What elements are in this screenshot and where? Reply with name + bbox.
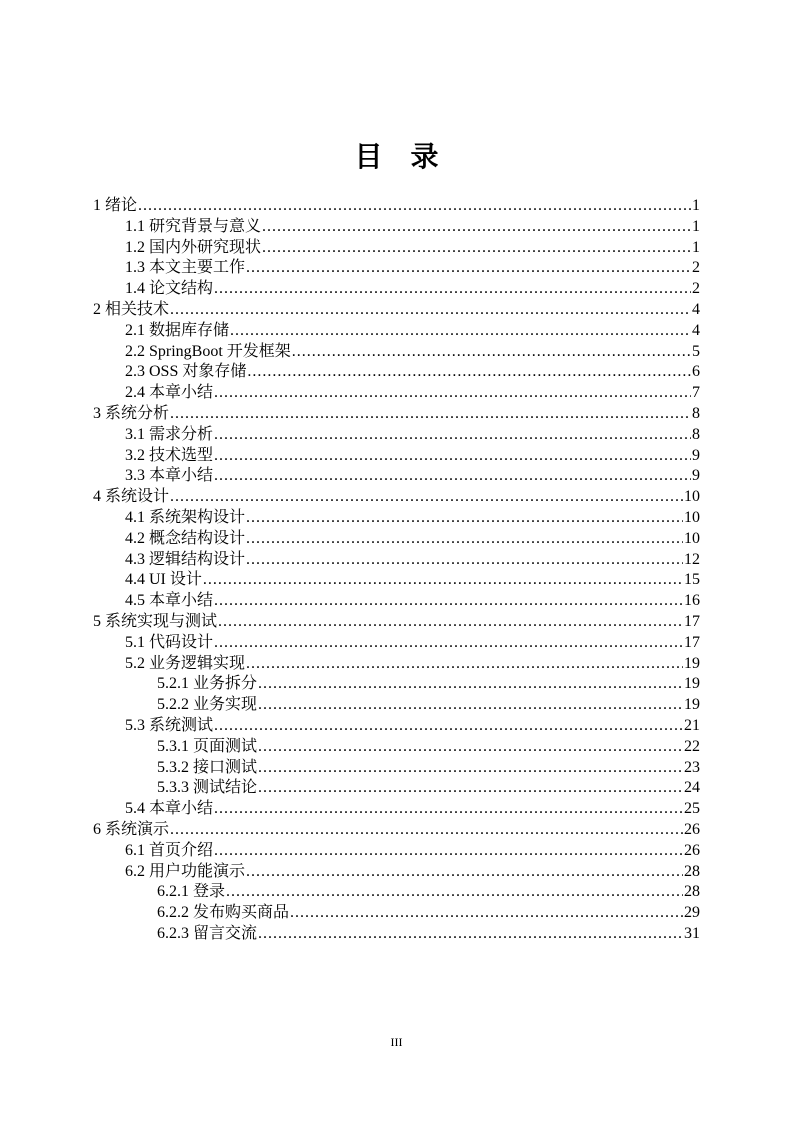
- dot-leader: [218, 612, 683, 633]
- toc-entry-label: 5.2.2 业务实现: [157, 696, 258, 714]
- toc-entry-label: 1.4 论文结构: [125, 280, 214, 298]
- dot-leader: [246, 258, 691, 279]
- dot-leader: [230, 321, 691, 342]
- dot-leader: [246, 508, 683, 529]
- toc-entry[interactable]: [93, 487, 700, 508]
- dot-leader: [262, 217, 691, 238]
- toc-entry-page-number: 26: [684, 820, 700, 838]
- dot-leader: [247, 362, 691, 383]
- toc-entry[interactable]: [93, 882, 700, 903]
- page-number-footer: III: [390, 1035, 403, 1049]
- toc-entry-label: 5.3.3 测试结论: [157, 779, 258, 797]
- dot-leader: [214, 279, 691, 300]
- toc-entry-label: 2.1 数据库存储: [125, 321, 230, 339]
- dot-leader: [214, 841, 683, 862]
- toc-entry-page-number: 15: [684, 571, 700, 589]
- toc-entry-page-number: 9: [692, 446, 700, 464]
- toc-entry-page-number: 28: [684, 862, 700, 880]
- toc-entry-page-number: 19: [684, 696, 700, 714]
- toc-entry-page-number: 10: [684, 508, 700, 526]
- toc-entry[interactable]: [93, 674, 700, 695]
- toc-entry-label: 2.4 本章小结: [125, 384, 214, 402]
- dot-leader: [262, 238, 691, 259]
- toc-entry[interactable]: [93, 279, 700, 300]
- toc-entry[interactable]: [93, 903, 700, 924]
- toc-entry-page-number: 17: [684, 612, 700, 630]
- toc-entry[interactable]: [93, 695, 700, 716]
- toc-entry-page-number: 6: [692, 363, 700, 381]
- toc-entry-page-number: 28: [684, 883, 700, 901]
- toc-entry-label: 2.3 OSS 对象存储: [125, 363, 247, 381]
- toc-entry[interactable]: [93, 238, 700, 259]
- toc-entry-label: 4.3 逻辑结构设计: [125, 550, 246, 568]
- dot-leader: [258, 924, 683, 945]
- toc-entry-page-number: 19: [684, 654, 700, 672]
- toc-entry[interactable]: [93, 862, 700, 883]
- toc-entry[interactable]: [93, 508, 700, 529]
- toc-entry[interactable]: [93, 758, 700, 779]
- page-title: 目 录: [354, 142, 439, 173]
- toc-entry-page-number: 17: [684, 633, 700, 651]
- toc-entry-page-number: 22: [684, 737, 700, 755]
- toc-entry-label: 1.2 国内外研究现状: [125, 238, 262, 256]
- toc-entry[interactable]: [93, 737, 700, 758]
- toc-entry[interactable]: [93, 612, 700, 633]
- toc-entry-label: 4.2 概念结构设计: [125, 529, 246, 547]
- toc-entry-page-number: 23: [684, 758, 700, 776]
- toc-entry-label: 5.2.1 业务拆分: [157, 675, 258, 693]
- toc-entry-label: 6.2.1 登录: [157, 883, 226, 901]
- toc-entry-label: 1.3 本文主要工作: [125, 259, 246, 277]
- toc-entry[interactable]: [93, 820, 700, 841]
- toc-entry[interactable]: [93, 633, 700, 654]
- dot-leader: [214, 591, 683, 612]
- dot-leader: [292, 342, 691, 363]
- dot-leader: [214, 446, 691, 467]
- dot-leader: [258, 737, 683, 758]
- toc-entry[interactable]: [93, 425, 700, 446]
- toc-entry[interactable]: [93, 778, 700, 799]
- toc-entry-page-number: 7: [692, 384, 700, 402]
- dot-leader: [214, 466, 691, 487]
- toc-entry-page-number: 4: [692, 300, 700, 318]
- dot-leader: [246, 550, 683, 571]
- toc-entry-label: 6.2 用户功能演示: [125, 862, 246, 880]
- toc-entry-label: 5.2 业务逻辑实现: [125, 654, 246, 672]
- toc-entry-label: 1.1 研究背景与意义: [125, 217, 262, 235]
- toc-entry[interactable]: [93, 404, 700, 425]
- dot-leader: [170, 820, 683, 841]
- toc-entry-page-number: 19: [684, 675, 700, 693]
- toc-entry-page-number: 10: [684, 529, 700, 547]
- toc-entry-page-number: 24: [684, 779, 700, 797]
- toc-entry[interactable]: [93, 466, 700, 487]
- toc-entry-label: 5 系统实现与测试: [93, 612, 218, 630]
- dot-leader: [258, 758, 683, 779]
- toc-entry-page-number: 4: [692, 321, 700, 339]
- dot-leader: [170, 300, 691, 321]
- toc-entry-page-number: 10: [684, 488, 700, 506]
- toc-entry[interactable]: [93, 217, 700, 238]
- dot-leader: [246, 654, 683, 675]
- toc-entry[interactable]: [93, 550, 700, 571]
- toc-entry-page-number: 2: [692, 259, 700, 277]
- toc-entry-page-number: 26: [684, 841, 700, 859]
- toc-entry[interactable]: [93, 446, 700, 467]
- toc-entry-label: 2.2 SpringBoot 开发框架: [125, 342, 291, 360]
- dot-leader: [246, 529, 683, 550]
- toc-entry[interactable]: [93, 196, 700, 217]
- toc-entry[interactable]: [93, 591, 700, 612]
- dot-leader: [246, 862, 683, 883]
- toc-entry-label: 1 绪论: [93, 197, 138, 214]
- dot-leader: [290, 903, 683, 924]
- toc-entry-label: 4.5 本章小结: [125, 592, 214, 610]
- dot-leader: [214, 799, 683, 820]
- toc-entry-page-number: 9: [692, 467, 700, 485]
- toc-entry-label: 5.4 本章小结: [125, 800, 214, 818]
- toc-entry[interactable]: [93, 716, 700, 737]
- dot-leader: [214, 383, 691, 404]
- toc-entry-label: 3.1 需求分析: [125, 425, 214, 443]
- dot-leader: [258, 695, 683, 716]
- dot-leader: [170, 404, 691, 425]
- dot-leader: [258, 778, 683, 799]
- toc-entry-label: 4.1 系统架构设计: [125, 508, 246, 526]
- toc-entry[interactable]: [93, 529, 700, 550]
- toc-entry-label: 5.3.1 页面测试: [157, 737, 258, 755]
- toc-list: [93, 196, 700, 945]
- dot-leader: [214, 425, 691, 446]
- dot-leader: [138, 196, 691, 217]
- toc-entry-label: 6.2.2 发布购买商品: [157, 904, 290, 922]
- toc-entry-label: 5.3.2 接口测试: [157, 758, 258, 776]
- toc-entry-page-number: 29: [684, 904, 700, 922]
- toc-entry[interactable]: [93, 300, 700, 321]
- toc-entry-page-number: 21: [684, 716, 700, 734]
- dot-leader: [258, 674, 683, 695]
- toc-entry-label: 3.2 技术选型: [125, 446, 214, 464]
- toc-entry[interactable]: [93, 924, 700, 945]
- dot-leader: [170, 487, 683, 508]
- toc-entry-label: 3.3 本章小结: [125, 467, 214, 485]
- toc-entry[interactable]: [93, 841, 700, 862]
- toc-entry-page-number: 2: [692, 280, 700, 298]
- toc-entry[interactable]: [93, 383, 700, 404]
- toc-entry[interactable]: [93, 258, 700, 279]
- toc-entry[interactable]: [93, 362, 700, 383]
- toc-entry-label: 5.3 系统测试: [125, 716, 214, 734]
- toc-entry[interactable]: [93, 321, 700, 342]
- toc-entry[interactable]: [93, 799, 700, 820]
- dot-leader: [203, 570, 683, 591]
- dot-leader: [214, 633, 683, 654]
- toc-entry-page-number: 31: [684, 924, 700, 942]
- toc-entry[interactable]: [93, 342, 700, 363]
- toc-entry-page-number: 1: [692, 197, 700, 214]
- toc-entry-label: 6 系统演示: [93, 820, 170, 838]
- dot-leader: [214, 716, 683, 737]
- toc-entry-page-number: 1: [692, 217, 700, 235]
- dot-leader: [226, 882, 683, 903]
- toc-entry-page-number: 16: [684, 592, 700, 610]
- toc-entry-label: 4.4 UI 设计: [125, 571, 202, 589]
- toc-entry-page-number: 5: [692, 342, 700, 360]
- toc-entry[interactable]: [93, 654, 700, 675]
- toc-entry-label: 5.1 代码设计: [125, 633, 214, 651]
- toc-entry-label: 6.1 首页介绍: [125, 841, 214, 859]
- toc-entry-label: 6.2.3 留言交流: [157, 924, 258, 942]
- toc-entry-label: 2 相关技术: [93, 300, 170, 318]
- toc-entry-page-number: 8: [692, 404, 700, 422]
- toc-entry-label: 4 系统设计: [93, 488, 170, 506]
- toc-entry-page-number: 25: [684, 800, 700, 818]
- toc-entry-label: 3 系统分析: [93, 404, 170, 422]
- toc-entry[interactable]: [93, 570, 700, 591]
- toc-entry-page-number: 1: [692, 238, 700, 256]
- toc-entry-page-number: 8: [692, 425, 700, 443]
- toc-entry-page-number: 12: [684, 550, 700, 568]
